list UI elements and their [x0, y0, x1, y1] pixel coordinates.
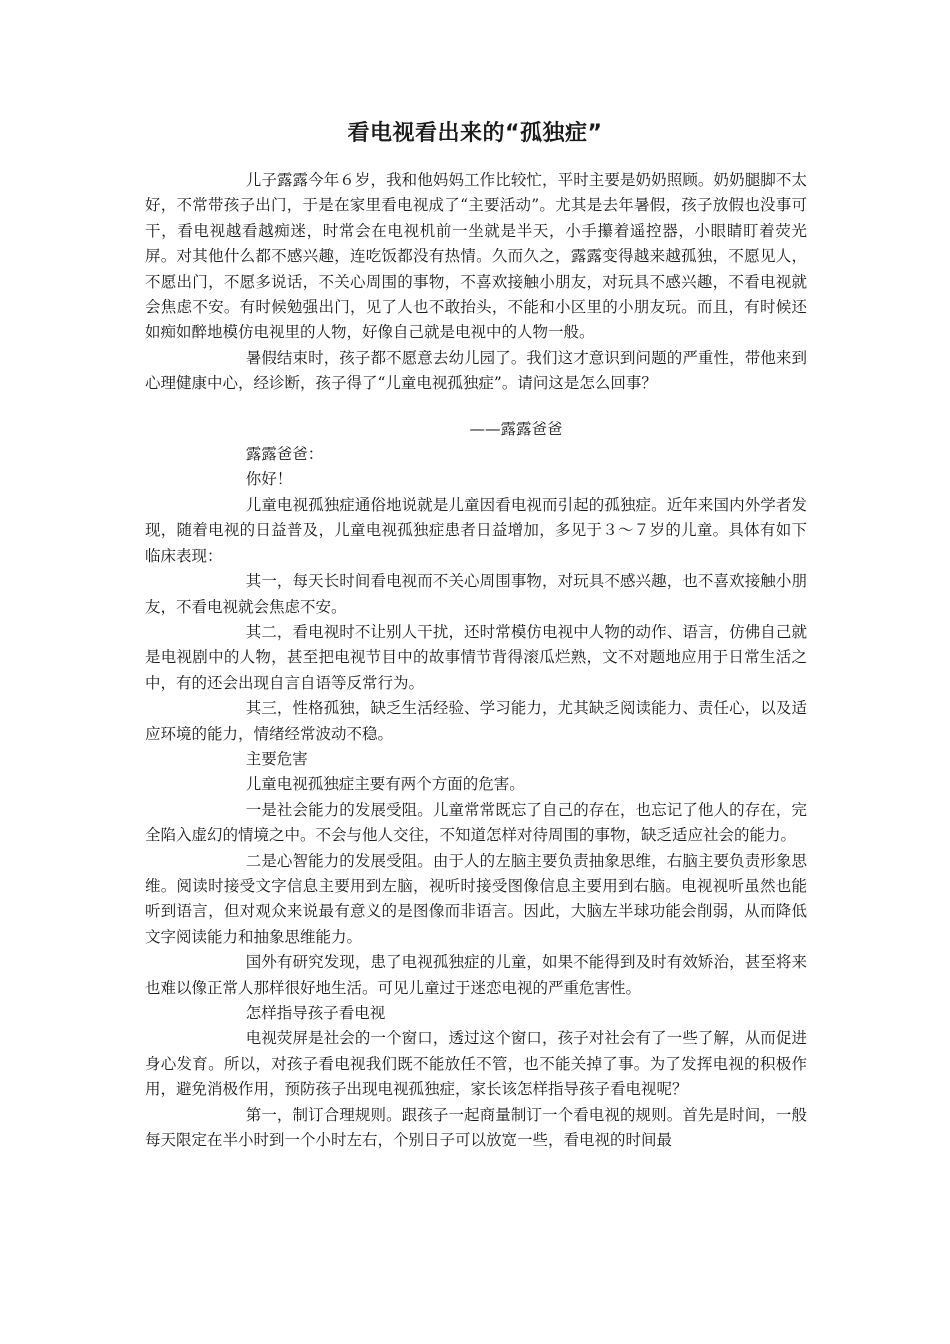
reply-paragraph-5: 儿童电视孤独症主要有两个方面的危害。 [245, 775, 525, 794]
reply-greeting: 你好！ [245, 470, 293, 489]
reply-paragraph-9: 电视荧屏是社会的一个窗口，透过这个窗口，孩子对社会有了一些了解，从而促进身心发育。所以，对孩子看电视我们既不能放任不管，也不能关掉了事。为了发挥电视的积极作用，避免消极作用，预防孩子出现电视孤独症，家长该怎样指导孩子看电视呢？ [145, 1029, 807, 1099]
reply-paragraph-3: 其二，看电视时不让别人干扰，还时常模仿电视中人物的动作、语言，仿佛自己就是电视剧中的人物，甚至把电视节目中的故事情节背得滚瓜烂熟，文不对题地应用于日常生活之中，有的还会出现自言自语等反常行为。 [145, 622, 807, 692]
reply-paragraph-8: 国外有研究发现，患了电视孤独症的儿童，如果不能得到及时有效矫治，甚至将来也难以像正常人那样很好地生活。可见儿童过于迷恋电视的严重危害性。 [145, 953, 807, 997]
letter-paragraph-1: 儿子露露今年６岁，我和他妈妈工作比较忙，平时主要是奶奶照顾。奶奶腿脚不太好，不常带孩子出门，于是在家里看电视成了“主要活动”。尤其是去年暑假，孩子放假也没事可干，看电视越看越痴迷，时常会在电视机前一坐就是半天，小手攥着遥控器，小眼睛盯着荧光屏。对其他什么都不感兴趣，连吃饭都没有热情。久而久之，露露变得越来越孤独，不愿见人，不愿出门，不愿多说话，不关心周围的事物，不喜欢接触小朋友，对玩具不感兴趣，不看电视就会焦虑不安。有时候勉强出门，见了人也不敢抬头，不能和小区里的小朋友玩。而且，有时候还如痴如醉地模仿电视里的人物，好像自己就是电视中的人物一般。 [145, 171, 807, 342]
reply-salutation: 露露爸爸： [245, 445, 324, 464]
reply-paragraph-7: 二是心智能力的发展受阻。由于人的左脑主要负责抽象思维，右脑主要负责形象思维。阅读时接受文字信息主要用到左脑，视听时接受图像信息主要用到右脑。电视视听虽然也能听到语言，但对观众来说最有意义的是图像而非语言。因此，大脑左半球功能会削弱，从而降低文字阅读能力和抽象思维能力。 [145, 851, 807, 946]
article-title: 看电视看出来的“孤独症” [347, 121, 603, 146]
letter-signature: ——露露爸爸 [469, 419, 563, 438]
reply-paragraph-6: 一是社会能力的发展受阻。儿童常常既忘了自己的存在，也忘记了他人的存在，完全陷入虚幻的情境之中。不会与他人交往，不知道怎样对待周围的事物，缺乏适应社会的能力。 [145, 800, 807, 845]
reply-paragraph-2: 其一，每天长时间看电视而不关心周围事物，对玩具不感兴趣，也不喜欢接触小朋友，不看电视就会焦虑不安。 [145, 572, 807, 616]
section-heading-harm: 主要危害 [245, 749, 308, 768]
letter-paragraph-2: 暑假结束时，孩子都不愿意去幼儿园了。我们这才意识到问题的严重性，带他来到心理健康中心，经诊断，孩子得了“儿童电视孤独症”。请问这是怎么回事？ [145, 348, 807, 393]
article-body [145, 168, 807, 1153]
reply-paragraph-1: 儿童电视孤独症通俗地说就是儿童因看电视而引起的孤独症。近年来国内外学者发现，随着电视的日益普及，儿童电视孤独症患者日益增加，多见于３～７岁的儿童。具体有如下临床表现： [145, 495, 807, 565]
reply-paragraph-10: 第一，制订合理规则。跟孩子一起商量制订一个看电视的规则。首先是时间，一般每天限定在半小时到一个小时左右，个别日子可以放宽一些，看电视的时间最 [145, 1105, 807, 1150]
section-heading-guide: 怎样指导孩子看电视 [245, 1004, 386, 1022]
reply-paragraph-4: 其三，性格孤独，缺乏生活经验、学习能力，尤其缺乏阅读能力、责任心，以及适应环境的能力，情绪经常波动不稳。 [145, 699, 807, 743]
